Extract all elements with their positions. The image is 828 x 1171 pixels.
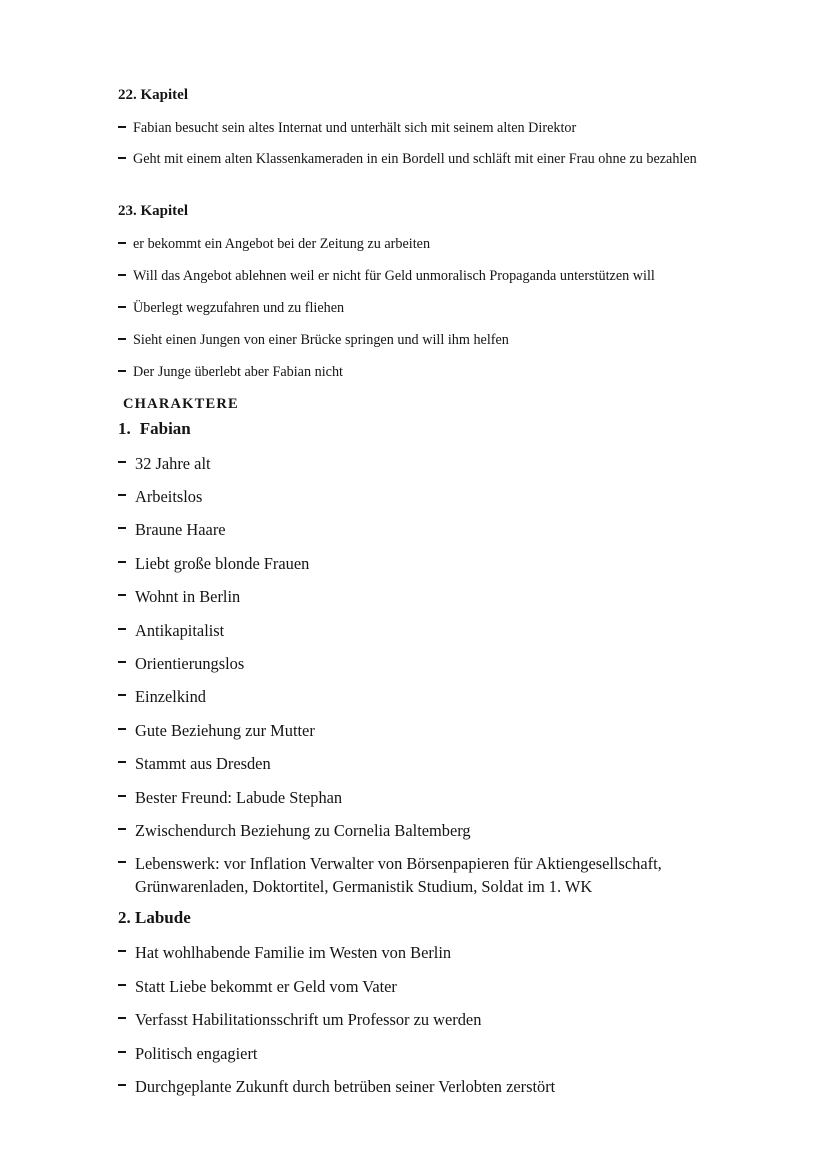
- dash-bullet: [118, 661, 126, 663]
- labude-heading: 2. Labude: [118, 908, 191, 927]
- dash-bullet: [118, 1084, 126, 1086]
- list-item: Überlegt wegzufahren und zu fliehen: [118, 298, 728, 319]
- list-item: Einzelkind: [118, 685, 728, 708]
- list-item: Orientierungslos: [118, 652, 728, 675]
- dash-bullet: [118, 157, 126, 159]
- dash-bullet: [118, 370, 126, 372]
- dash-bullet: [118, 1051, 126, 1053]
- dash-bullet: [118, 527, 126, 529]
- list-item: Lebenswerk: vor Inflation Verwalter von Börsenpapieren für Aktiengesellschaft, Grünwarenladen, Doktortitel, Germanistik Studium, Soldat im 1. WK: [118, 852, 718, 898]
- fabian-number: 1.: [118, 419, 131, 438]
- dash-bullet: [118, 274, 126, 276]
- list-item: Bester Freund: Labude Stephan: [118, 786, 728, 809]
- dash-bullet: [118, 694, 126, 696]
- dash-bullet: [118, 561, 126, 563]
- dash-bullet: [118, 1017, 126, 1019]
- list-item: Will das Angebot ablehnen weil er nicht für Geld unmoralisch Propaganda unterstützen will: [118, 266, 728, 287]
- dash-bullet: [118, 728, 126, 730]
- dash-bullet: [118, 594, 126, 596]
- dash-bullet: [118, 306, 126, 308]
- list-item: Durchgeplante Zukunft durch betrüben seiner Verlobten zerstört: [118, 1075, 728, 1098]
- dash-bullet: [118, 761, 126, 763]
- dash-bullet: [118, 628, 126, 630]
- chapter-22-heading: 22. Kapitel: [118, 87, 188, 103]
- list-item: Arbeitslos: [118, 485, 728, 508]
- list-item: Fabian besucht sein altes Internat und unterhält sich mit seinem alten Direktor: [118, 118, 728, 139]
- list-item: Statt Liebe bekommt er Geld vom Vater: [118, 975, 728, 998]
- dash-bullet: [118, 984, 126, 986]
- dash-bullet: [118, 861, 126, 863]
- fabian-name: Fabian: [139, 419, 191, 438]
- dash-bullet: [118, 461, 126, 463]
- list-item: 32 Jahre alt: [118, 452, 728, 475]
- dash-bullet: [118, 828, 126, 830]
- list-item: Geht mit einem alten Klassenkameraden in ein Bordell und schläft mit einer Frau ohne zu bezahlen: [118, 149, 703, 170]
- dash-bullet: [118, 795, 126, 797]
- list-item: Gute Beziehung zur Mutter: [118, 719, 728, 742]
- characters-heading: CHARAKTERE: [123, 396, 239, 412]
- list-item: Stammt aus Dresden: [118, 752, 728, 775]
- fabian-heading: [118, 419, 191, 439]
- list-item: Hat wohlhabende Familie im Westen von Berlin: [118, 941, 728, 964]
- dash-bullet: [118, 950, 126, 952]
- dash-bullet: [118, 494, 126, 496]
- dash-bullet: [118, 126, 126, 128]
- dash-bullet: [118, 242, 126, 244]
- dash-bullet: [118, 338, 126, 340]
- list-item: Politisch engagiert: [118, 1042, 728, 1065]
- list-item: Sieht einen Jungen von einer Brücke springen und will ihm helfen: [118, 330, 728, 351]
- list-item: Der Junge überlebt aber Fabian nicht: [118, 362, 728, 383]
- list-item: Verfasst Habilitationsschrift um Professor zu werden: [118, 1008, 728, 1031]
- list-item: Liebt große blonde Frauen: [118, 552, 728, 575]
- list-item: Antikapitalist: [118, 619, 728, 642]
- list-item: Zwischendurch Beziehung zu Cornelia Baltemberg: [118, 819, 728, 842]
- list-item: er bekommt ein Angebot bei der Zeitung zu arbeiten: [118, 234, 728, 255]
- chapter-23-heading: 23. Kapitel: [118, 203, 188, 219]
- list-item: Braune Haare: [118, 518, 728, 541]
- list-item: Wohnt in Berlin: [118, 585, 728, 608]
